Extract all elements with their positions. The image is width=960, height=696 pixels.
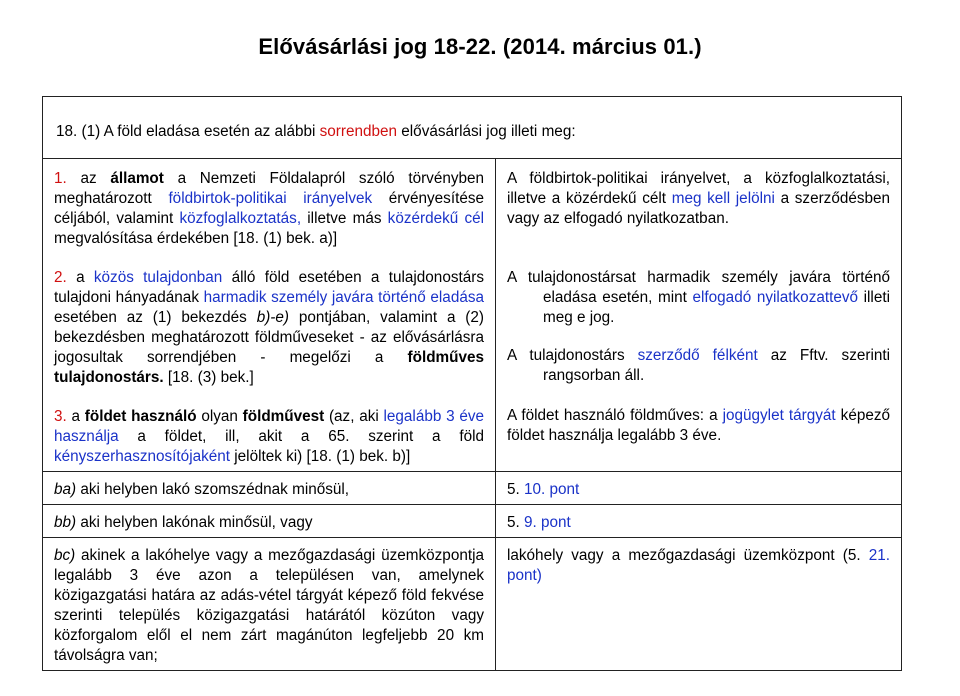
page-title: Elővásárlási jog 18-22. (2014. március 01.) — [258, 34, 702, 59]
right-cell-bb: 5. 9. pont — [496, 505, 902, 538]
item-3: 3. a földet használó olyan földművest (az, aki legalább 3 éve használja a földet, ill, akit a 65. szerint a föld kényszerhasznosítójaként jelöltek ki) [18. (1) bek. b)] — [54, 408, 484, 465]
header-highlight: sorrendben — [319, 123, 398, 140]
item-2: 2. a közös tulajdonban álló föld esetében a tulajdonostárs tulajdoni hányadának harmadik személy javára történő eladása esetében az (1) bekezdés b)-e) pontjában, valamint a (2) bekezdésben meghatározott földműveseket - az elővásárlásra jogosultak sorrendjében - megelőzi a földműves tulajdonostárs. [18. (3) bek.] — [54, 269, 484, 386]
note-1: A földbirtok-politikai irányelvet, a közfoglalkoztatási, illetve a közérdekű célt meg kell jelölni a szerződésben vagy az elfogadó nyilatkozatban. — [507, 170, 891, 227]
table-row-ba — [43, 472, 902, 505]
table-row-bc — [43, 538, 902, 671]
right-cell-bc: lakóhely vagy a mezőgazdasági üzemközpont (5. 21. pont) — [496, 538, 902, 671]
table-header-cell — [43, 97, 902, 159]
table-header-row — [43, 97, 902, 159]
note-2b: A tulajdonostárs szerződő félként az Fftv. szerinti rangsorban áll. — [507, 347, 890, 384]
table-row-bb — [43, 505, 902, 538]
left-cell-bb: bb) aki helyben lakónak minősül, vagy — [43, 505, 496, 538]
right-cell-main — [496, 159, 902, 472]
left-cell-bc: bc) akinek a lakóhelye vagy a mezőgazdasági üzemközpontja legalább 3 éve azon a településen van, amelynek közigazgatási határa az adás-vétel tárgyát képező föld fekvése szerinti település közigazgatási határától közúton vagy közforgalom elől el nem zárt magánúton legfeljebb 20 km távolságra van; — [43, 538, 496, 671]
table-row-main — [43, 159, 902, 472]
preemption-table — [42, 96, 902, 671]
left-cell-ba: ba) aki helyben lakó szomszédnak minősül, — [43, 472, 496, 505]
left-cell-main — [43, 159, 496, 472]
header-text: 18. (1) A föld eladása esetén az alábbi — [56, 123, 320, 140]
right-cell-ba: 5. 10. pont — [496, 472, 902, 505]
note-2a: A tulajdonostársat harmadik személy javára történő eladása esetén, mint elfogadó nyilatkozattevő illeti meg e jog. — [507, 269, 890, 326]
header-text-end: elővásárlási jog illeti meg: — [397, 123, 576, 140]
note-3: A földet használó földműves: a jogügylet tárgyát képező földet használja legalább 3 éve. — [507, 407, 890, 444]
item-1: 1. az államot a Nemzeti Földalapról szóló törvényben meghatározott földbirtok-politikai irányelvek érvényesítése céljából, valamint közfoglalkoztatás, illetve más közérdekű cél megvalósítása érdekében [18. (1) bek. a)] — [54, 170, 485, 247]
